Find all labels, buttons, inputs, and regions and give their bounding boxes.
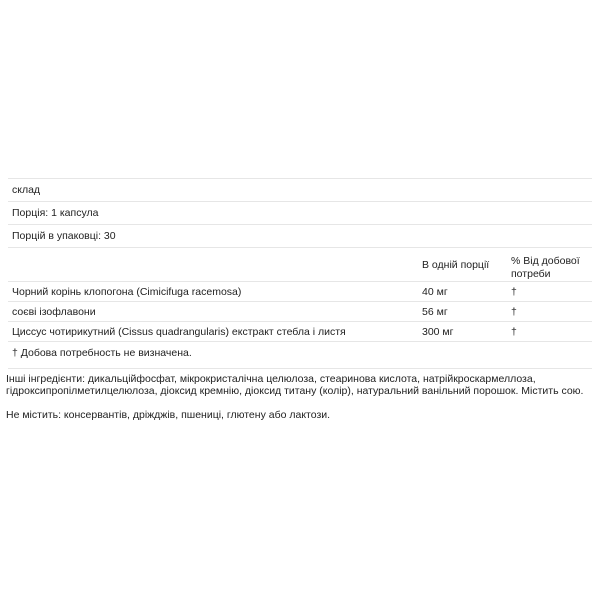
ingredient-amount: 300 мг xyxy=(422,326,454,338)
ingredient-daily-value: † xyxy=(511,286,517,298)
ingredient-row xyxy=(8,281,592,301)
ingredient-daily-value: † xyxy=(511,306,517,318)
servings-per-container-row xyxy=(8,224,592,247)
supplement-facts-panel xyxy=(8,178,592,369)
ingredient-amount: 56 мг xyxy=(422,306,448,318)
servings-per-container: Порцій в упаковці: 30 xyxy=(12,230,116,242)
facts-header-row xyxy=(8,247,592,281)
footnote-row xyxy=(8,341,592,369)
free-from-statement: Не містить: консервантів, дріжджів, пшениці, глютену або лактози. xyxy=(6,409,331,421)
ingredient-name: соєві ізофлавони xyxy=(12,306,96,318)
ingredient-row xyxy=(8,321,592,341)
footnote: † Добова потребность не визначена. xyxy=(12,347,192,359)
ingredient-name: Циссус чотирикутний (Cissus quadrangularis) екстракт стебла і листя xyxy=(12,326,346,338)
facts-title: склад xyxy=(12,184,41,196)
facts-title-row xyxy=(8,178,592,201)
serving-size-row xyxy=(8,201,592,224)
ingredient-daily-value: † xyxy=(511,326,517,338)
ingredient-amount: 40 мг xyxy=(422,286,448,298)
serving-size: Порція: 1 капсула xyxy=(12,207,99,219)
amount-column-header: В одній порції xyxy=(422,259,490,271)
daily-value-column-header: % Від добової потреби xyxy=(511,255,580,280)
ingredient-row xyxy=(8,301,592,321)
other-ingredients: Інші інгредієнти: дикальційфосфат, мікрокристалічна целюлоза, стеаринова кислота, натрійкроскармеллоза, гідроксипропілметилцелюлоза, діоксид кремнію, діоксид титану (колір), натуральний ванільний порошок. Містить сою. xyxy=(6,373,584,397)
ingredient-name: Чорний корінь клопогона (Cimicifuga racemosa) xyxy=(12,286,242,298)
